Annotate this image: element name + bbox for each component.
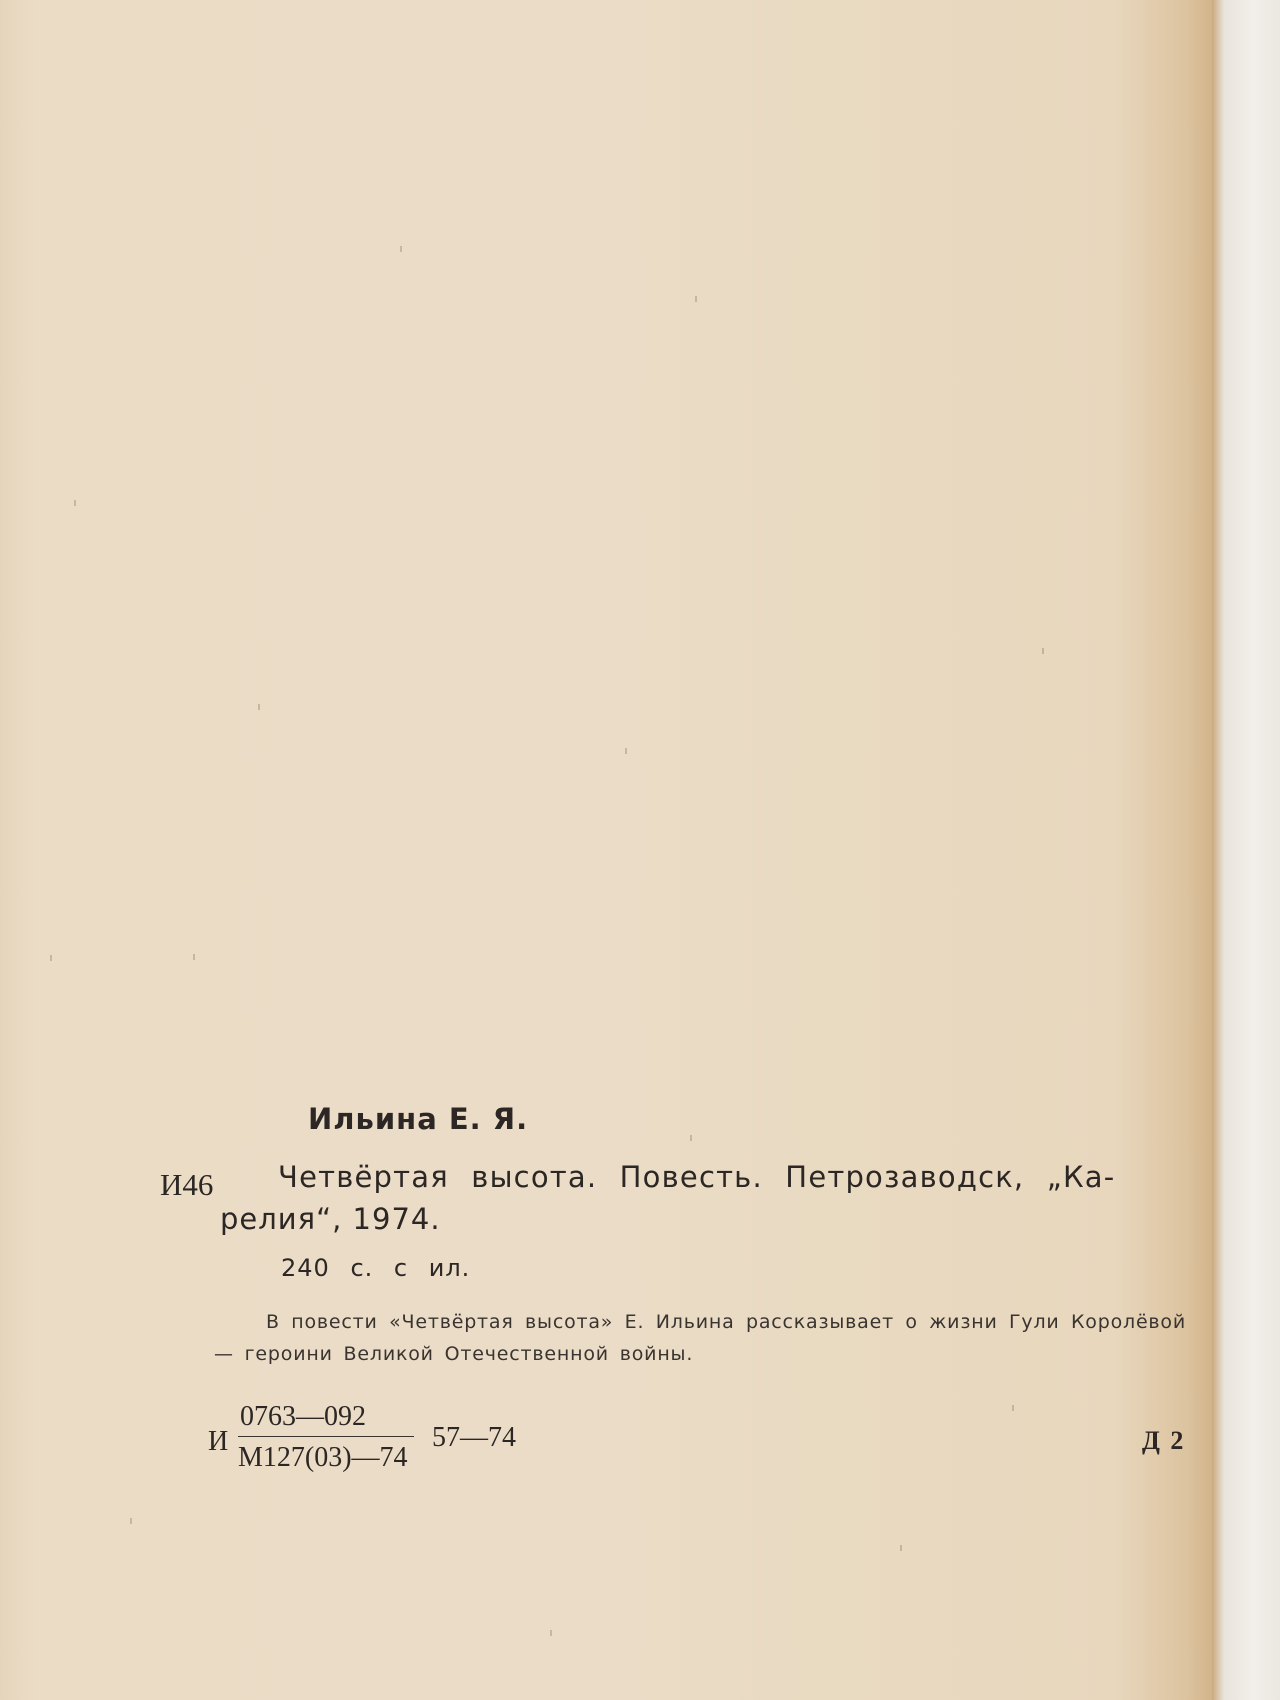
classification-index: Д 2: [1142, 1426, 1186, 1455]
author-name: Ильина Е. Я.: [308, 1102, 529, 1136]
classification-letter: И: [208, 1426, 229, 1457]
classification-fraction: [238, 1400, 414, 1475]
paper-speck: [74, 500, 76, 506]
page-count: 240 с. с ил.: [281, 1254, 471, 1282]
catalog-code: И46: [160, 1167, 214, 1202]
paper-speck: [695, 296, 697, 302]
paper-speck: [1042, 648, 1044, 654]
paper-speck: [193, 954, 195, 960]
bibliographic-title-continuation: релия“, 1974.: [220, 1202, 441, 1236]
paper-speck: [625, 748, 627, 754]
paper-speck: [550, 1630, 552, 1636]
paper-speck: [900, 1545, 902, 1551]
classification-suffix: 57—74: [432, 1422, 516, 1453]
fraction-line: [238, 1436, 414, 1437]
next-page-edge: [1212, 0, 1280, 1700]
classification-denominator: М127(03)—74: [238, 1442, 408, 1473]
bibliographic-title-line: Четвёртая высота. Повесть. Петрозаводск, „Ка-: [278, 1160, 1116, 1194]
paper-speck: [1012, 1405, 1014, 1411]
classification-numerator: 0763—092: [240, 1401, 366, 1432]
paper-speck: [130, 1518, 132, 1524]
book-annotation: В повести «Четвёртая высота» Е. Ильина рассказывает о жизни Гули Королёвой — героини Великой Отечественной войны.: [214, 1311, 1186, 1365]
paper-speck: [400, 246, 402, 252]
paper-speck: [258, 704, 260, 710]
paper-speck: [690, 1135, 692, 1141]
paper-speck: [50, 955, 52, 961]
